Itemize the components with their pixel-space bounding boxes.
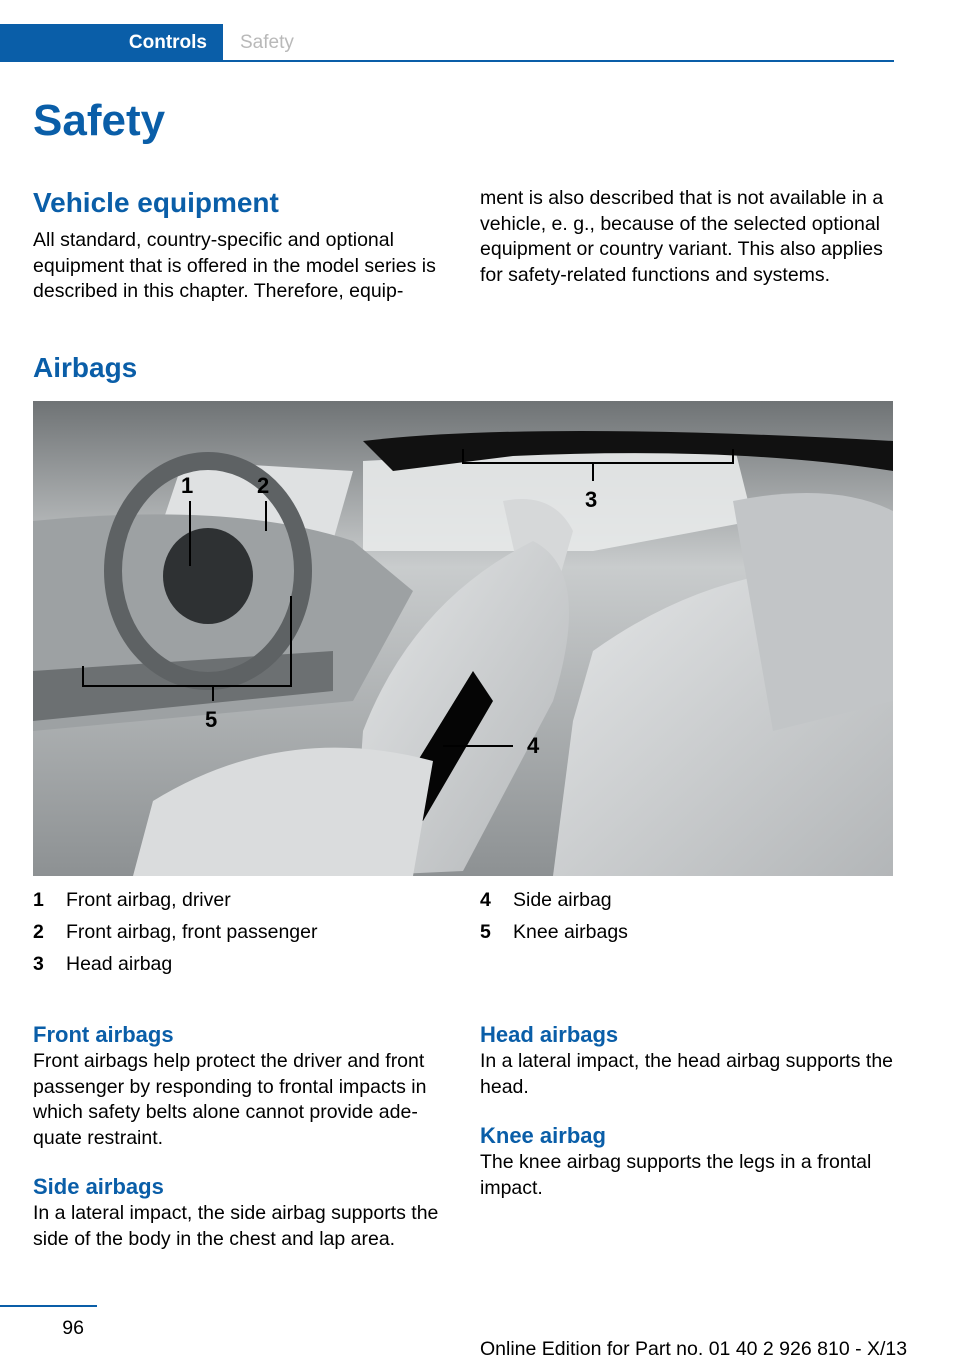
figure-legend-col1 — [33, 884, 448, 980]
page-title: Safety — [33, 96, 166, 145]
vehicle-equipment-text-2: ment is also described that is not available in a vehicle, e. g., because of the selected optional equipment or country variant. This also applies for safety-related functions and systems. — [480, 187, 884, 286]
figure-legend-col2 — [480, 884, 895, 948]
right-column — [480, 1021, 895, 1201]
legend-number: 2 — [33, 921, 44, 943]
head-airbags-heading: Head airbags — [480, 1022, 619, 1047]
front-airbags-heading: Front airbags — [33, 1022, 174, 1047]
legend-number: 4 — [480, 889, 491, 911]
legend-item — [480, 916, 895, 948]
page-number: 96 — [62, 1317, 84, 1339]
edition-note: Online Edition for Part no. 01 40 2 926 810 - X/13 — [480, 1338, 908, 1360]
front-airbags-text: Front airbags help protect the driver and front passenger by responding to frontal impacts in which safety belts alone cannot provide ade-quate restraint. — [33, 1050, 427, 1149]
legend-number: 3 — [33, 953, 44, 975]
callout-4: 4 — [527, 733, 540, 758]
callout-1: 1 — [181, 473, 194, 498]
airbags-figure — [33, 401, 893, 876]
callout-5: 5 — [205, 707, 218, 732]
legend-label: Front airbag, front passenger — [66, 921, 318, 943]
legend-item — [480, 884, 895, 916]
side-airbags-text: In a lateral impact, the side airbag supports the side of the body in the chest and lap area. — [33, 1202, 439, 1250]
vehicle-equipment-col2 — [480, 186, 895, 288]
side-airbags-heading: Side airbags — [33, 1174, 164, 1199]
legend-label: Head airbag — [66, 953, 173, 975]
header-divider — [0, 60, 894, 62]
tab-controls[interactable]: Controls — [0, 24, 223, 62]
airbags-heading: Airbags — [33, 352, 138, 383]
legend-item — [33, 948, 448, 980]
knee-airbag-heading: Knee airbag — [480, 1123, 606, 1148]
head-airbags-text: In a lateral impact, the head airbag supports the head. — [480, 1050, 894, 1098]
legend-item — [33, 884, 448, 916]
legend-label: Side airbag — [513, 889, 612, 911]
legend-label: Knee airbags — [513, 921, 628, 943]
knee-airbag-text: The knee airbag supports the legs in a frontal impact. — [480, 1151, 872, 1199]
legend-number: 1 — [33, 889, 44, 911]
callout-2: 2 — [257, 473, 270, 498]
left-column — [33, 1021, 448, 1252]
callout-3: 3 — [585, 487, 598, 512]
legend-item — [33, 916, 448, 948]
legend-number: 5 — [480, 921, 491, 943]
chapter-header — [0, 24, 894, 62]
car-interior-illustration — [33, 401, 893, 876]
legend-label: Front airbag, driver — [66, 889, 231, 911]
tab-safety[interactable]: Safety — [240, 32, 294, 53]
footer-divider — [0, 1305, 97, 1307]
vehicle-equipment-heading: Vehicle equipment — [33, 187, 279, 218]
vehicle-equipment-text-1: All standard, country-specific and optional equipment that is offered in the model series is described in this chapter. Therefore, equip- — [33, 229, 436, 302]
vehicle-equipment-col1 — [33, 184, 448, 305]
